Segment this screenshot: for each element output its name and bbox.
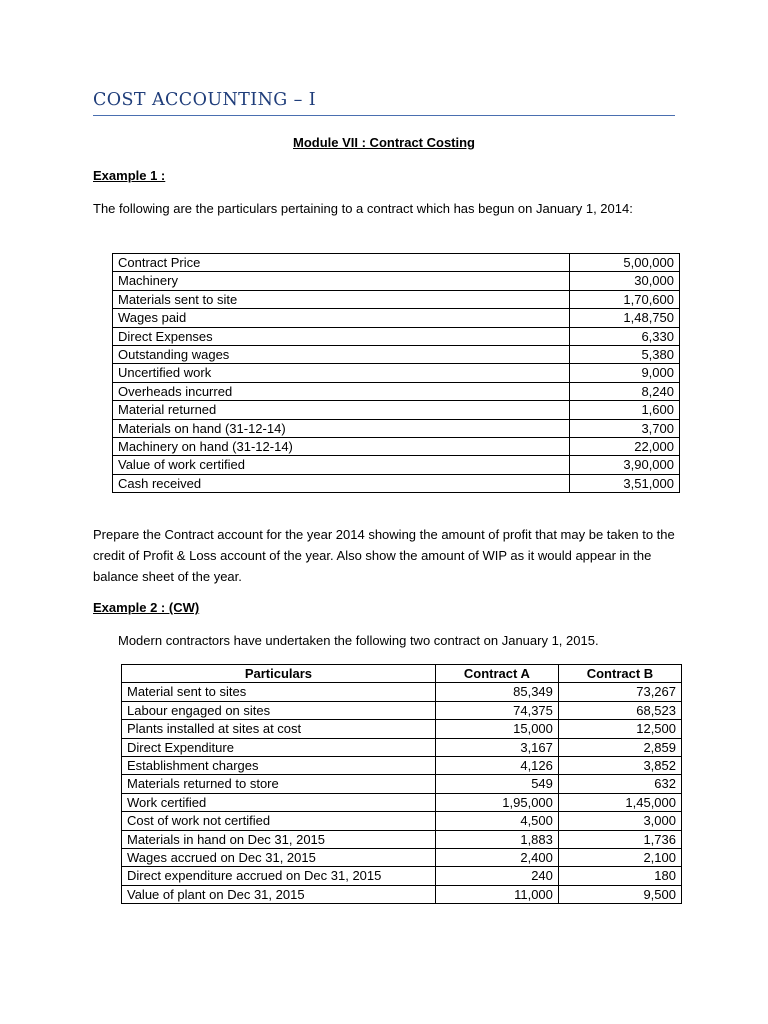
row-value: 9,000 xyxy=(570,364,680,382)
contract-b-value: 73,267 xyxy=(558,683,681,701)
example1-question: Prepare the Contract account for the year 2014 showing the amount of profit that may be taken to the credit of Profit & Loss account of the year. Also show the amount of WIP as it would appear in the balance sheet of the year. xyxy=(93,527,675,584)
row-label: Direct Expenses xyxy=(113,327,570,345)
contract-b-value: 3,000 xyxy=(558,812,681,830)
row-label: Machinery on hand (31-12-14) xyxy=(113,438,570,456)
contract-a-value: 1,95,000 xyxy=(435,793,558,811)
row-label: Wages paid xyxy=(113,309,570,327)
table-row xyxy=(113,290,680,308)
table-row xyxy=(113,327,680,345)
example1-table xyxy=(112,253,680,493)
contract-b-value: 3,852 xyxy=(558,757,681,775)
row-value: 3,90,000 xyxy=(570,456,680,474)
example1-heading: Example 1 : xyxy=(93,168,166,183)
document-title: COST ACCOUNTING – I xyxy=(93,90,317,110)
contract-b-value: 12,500 xyxy=(558,720,681,738)
row-label: Outstanding wages xyxy=(113,346,570,364)
table-row xyxy=(122,701,682,719)
example1-table-body xyxy=(113,254,680,493)
row-value: 1,600 xyxy=(570,401,680,419)
contract-b-value: 9,500 xyxy=(558,885,681,903)
table-row xyxy=(122,812,682,830)
document-header xyxy=(93,88,675,116)
row-label: Materials on hand (31-12-14) xyxy=(113,419,570,437)
row-label: Labour engaged on sites xyxy=(122,701,436,719)
table-row xyxy=(122,867,682,885)
table-row xyxy=(122,885,682,903)
row-value: 5,00,000 xyxy=(570,254,680,272)
row-label: Cost of work not certified xyxy=(122,812,436,830)
table-header-row xyxy=(122,665,682,683)
table-row xyxy=(113,346,680,364)
contract-a-value: 4,500 xyxy=(435,812,558,830)
row-label: Establishment charges xyxy=(122,757,436,775)
contract-a-value: 3,167 xyxy=(435,738,558,756)
row-label: Value of work certified xyxy=(113,456,570,474)
column-header-contract-a: Contract A xyxy=(435,665,558,683)
row-value: 30,000 xyxy=(570,272,680,290)
row-label: Contract Price xyxy=(113,254,570,272)
contract-a-value: 74,375 xyxy=(435,701,558,719)
row-value: 1,70,600 xyxy=(570,290,680,308)
row-label: Uncertified work xyxy=(113,364,570,382)
contract-b-value: 1,45,000 xyxy=(558,793,681,811)
row-label: Materials returned to store xyxy=(122,775,436,793)
module-title: Module VII : Contract Costing xyxy=(293,135,475,150)
row-label: Wages accrued on Dec 31, 2015 xyxy=(122,849,436,867)
example2-intro: Modern contractors have undertaken the following two contract on January 1, 2015. xyxy=(118,633,599,648)
column-header-contract-b: Contract B xyxy=(558,665,681,683)
example1-intro: The following are the particulars pertaining to a contract which has begun on January 1, 2014: xyxy=(93,201,633,216)
example2-heading: Example 2 : (CW) xyxy=(93,600,200,615)
example2-table xyxy=(121,664,682,904)
contract-a-value: 85,349 xyxy=(435,683,558,701)
row-value: 3,51,000 xyxy=(570,474,680,492)
table-row xyxy=(122,793,682,811)
table-row xyxy=(113,364,680,382)
row-label: Cash received xyxy=(113,474,570,492)
table-row xyxy=(113,438,680,456)
row-label: Overheads incurred xyxy=(113,382,570,400)
row-label: Plants installed at sites at cost xyxy=(122,720,436,738)
table-row xyxy=(122,720,682,738)
contract-a-value: 2,400 xyxy=(435,849,558,867)
column-header-particulars: Particulars xyxy=(122,665,436,683)
table-row xyxy=(113,254,680,272)
row-label: Material returned xyxy=(113,401,570,419)
table-row xyxy=(113,309,680,327)
row-label: Materials in hand on Dec 31, 2015 xyxy=(122,830,436,848)
row-label: Work certified xyxy=(122,793,436,811)
row-label: Direct expenditure accrued on Dec 31, 2015 xyxy=(122,867,436,885)
row-value: 8,240 xyxy=(570,382,680,400)
header-divider xyxy=(93,115,675,116)
table-row xyxy=(122,775,682,793)
table-row xyxy=(122,738,682,756)
row-label: Value of plant on Dec 31, 2015 xyxy=(122,885,436,903)
table-row xyxy=(113,401,680,419)
row-value: 1,48,750 xyxy=(570,309,680,327)
table-row xyxy=(113,474,680,492)
contract-b-value: 2,100 xyxy=(558,849,681,867)
table-row xyxy=(122,849,682,867)
row-value: 5,380 xyxy=(570,346,680,364)
contract-a-value: 15,000 xyxy=(435,720,558,738)
row-value: 22,000 xyxy=(570,438,680,456)
example2-table-body xyxy=(122,683,682,904)
table-row xyxy=(113,419,680,437)
table-row xyxy=(122,830,682,848)
contract-b-value: 1,736 xyxy=(558,830,681,848)
table-row xyxy=(113,272,680,290)
table-row xyxy=(113,456,680,474)
contract-a-value: 240 xyxy=(435,867,558,885)
contract-a-value: 549 xyxy=(435,775,558,793)
contract-a-value: 11,000 xyxy=(435,885,558,903)
contract-b-value: 68,523 xyxy=(558,701,681,719)
contract-a-value: 1,883 xyxy=(435,830,558,848)
row-label: Materials sent to site xyxy=(113,290,570,308)
table-row xyxy=(113,382,680,400)
row-value: 6,330 xyxy=(570,327,680,345)
contract-a-value: 4,126 xyxy=(435,757,558,775)
row-value: 3,700 xyxy=(570,419,680,437)
contract-b-value: 2,859 xyxy=(558,738,681,756)
row-label: Direct Expenditure xyxy=(122,738,436,756)
contract-b-value: 180 xyxy=(558,867,681,885)
contract-b-value: 632 xyxy=(558,775,681,793)
row-label: Material sent to sites xyxy=(122,683,436,701)
row-label: Machinery xyxy=(113,272,570,290)
table-row xyxy=(122,683,682,701)
table-row xyxy=(122,757,682,775)
